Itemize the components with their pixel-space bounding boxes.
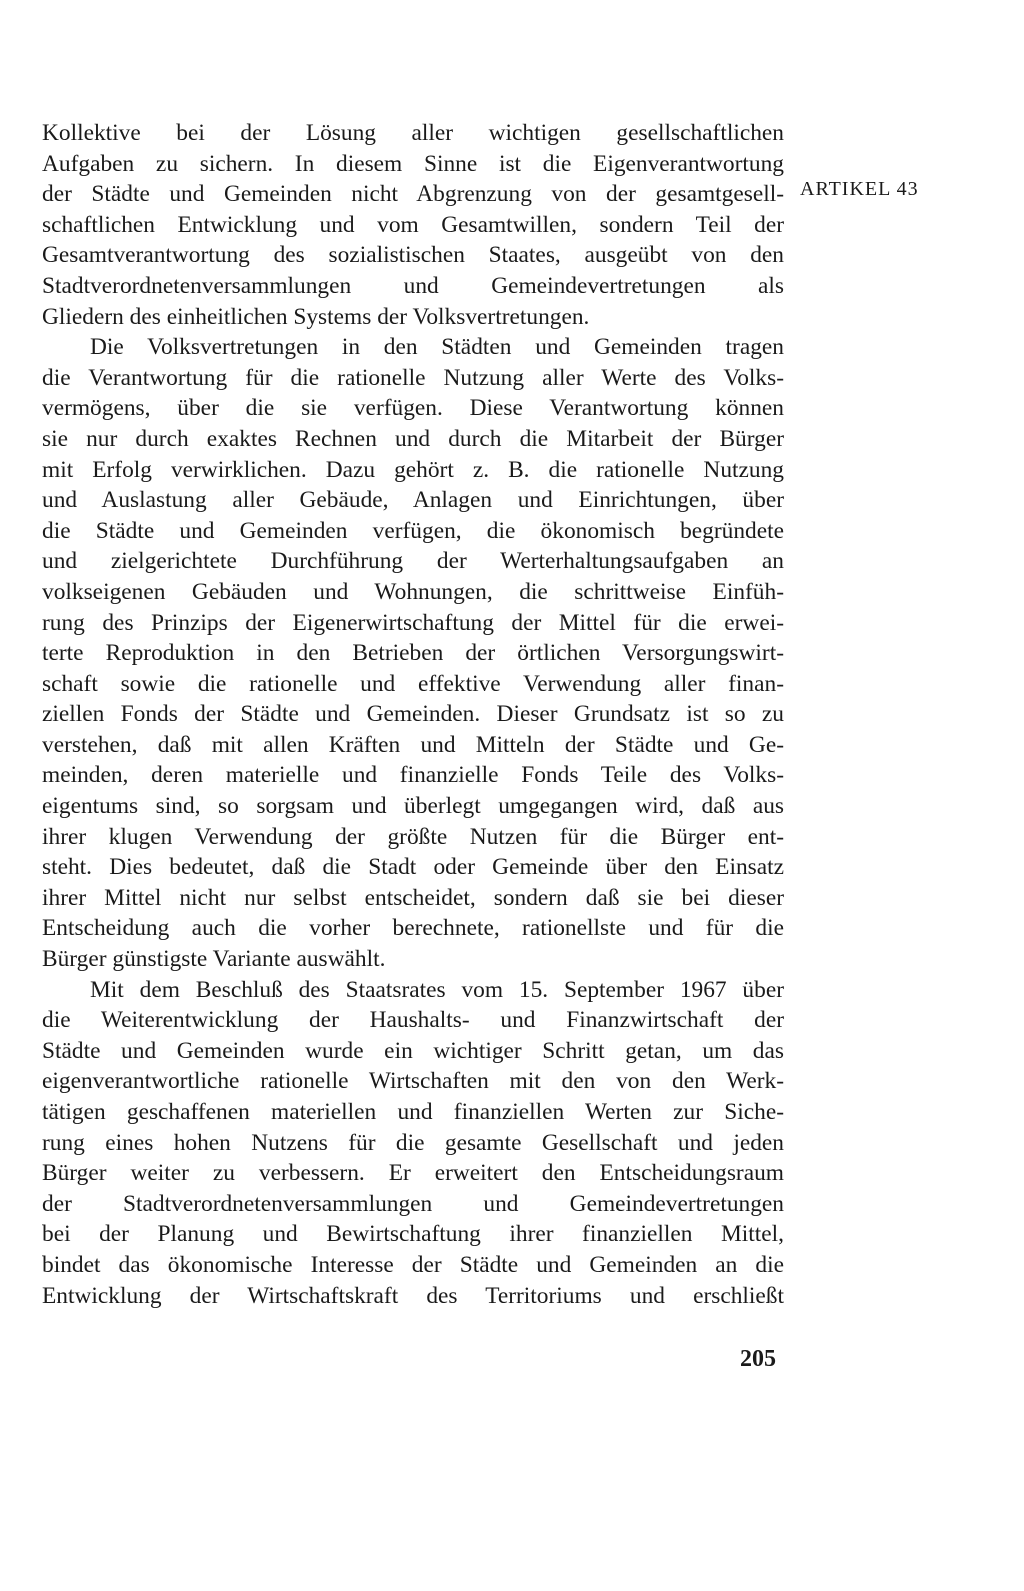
text-line: ziellen Fonds der Städte und Gemeinden. Dieser Grundsatz ist so zu [42, 701, 784, 728]
text-line: Entscheidung auch die vorher berechnete, rationellste und für die [42, 915, 784, 942]
text-line: Städte und Gemeinden wurde ein wichtiger Schritt getan, um das [42, 1037, 784, 1064]
page-number: 205 [740, 1346, 776, 1372]
text-line: Entwicklung der Wirtschaftskraft des Territoriums und erschließt [42, 1282, 784, 1309]
margin-note-article: ARTIKEL 43 [800, 178, 919, 200]
text-line: rung des Prinzips der Eigenerwirtschaftung der Mittel für die erwei- [42, 609, 784, 636]
text-line: und zielgerichtete Durchführung der Werterhaltungsaufgaben an [42, 548, 784, 575]
text-line: sie nur durch exaktes Rechnen und durch die Mitarbeit der Bürger [42, 425, 784, 452]
text-line: ihrer klugen Verwendung der größte Nutzen für die Bürger ent- [42, 823, 784, 850]
text-line: Bürger weiter zu verbessern. Er erweitert den Entscheidungsraum [42, 1160, 784, 1187]
text-line: vermögens, über die sie verfügen. Diese Verantwortung können [42, 395, 784, 422]
text-line: Bürger günstigste Variante auswählt. [42, 946, 386, 973]
text-line: schaftlichen Entwicklung und vom Gesamtwillen, sondern Teil der [42, 211, 784, 238]
text-line: bindet das ökonomische Interesse der Städte und Gemeinden an die [42, 1251, 784, 1278]
paragraph [42, 332, 784, 974]
text-line: rung eines hohen Nutzens für die gesamte Gesellschaft und jeden [42, 1129, 784, 1156]
text-line: der Stadtverordnetenversammlungen und Gemeindevertretungen [42, 1190, 784, 1217]
text-line: der Städte und Gemeinden nicht Abgrenzung von der gesamtgesell- [42, 181, 784, 208]
text-line: verstehen, daß mit allen Kräften und Mitteln der Städte und Ge- [42, 731, 784, 758]
paragraph [42, 118, 784, 332]
paragraph [42, 975, 784, 1312]
text-line: terte Reproduktion in den Betrieben der örtlichen Versorgungswirt- [42, 640, 784, 667]
text-line: und Auslastung aller Gebäude, Anlagen und Einrichtungen, über [42, 487, 784, 514]
text-line: die Städte und Gemeinden verfügen, die ökonomisch begründete [42, 517, 784, 544]
text-line: schaft sowie die rationelle und effektive Verwendung aller finan- [42, 670, 784, 697]
text-line: mit Erfolg verwirklichen. Dazu gehört z. B. die rationelle Nutzung [42, 456, 784, 483]
text-line: die Weiterentwicklung der Haushalts- und Finanzwirtschaft der [42, 1007, 784, 1034]
text-line: steht. Dies bedeutet, daß die Stadt oder Gemeinde über den Einsatz [42, 854, 784, 881]
text-line: eigenverantwortliche rationelle Wirtschaften mit den von den Werk- [42, 1068, 784, 1095]
text-line: tätigen geschaffenen materiellen und finanziellen Werten zur Siche- [42, 1099, 784, 1125]
text-line: Gliedern des einheitlichen Systems der Volksvertretungen. [42, 303, 590, 330]
text-line: Mit dem Beschluß des Staatsrates vom 15. September 1967 über [90, 976, 784, 1003]
text-line: bei der Planung und Bewirtschaftung ihrer finanziellen Mittel, [42, 1221, 784, 1248]
text-line: Gesamtverantwortung des sozialistischen Staates, ausgeübt von den [42, 242, 784, 269]
text-line: Aufgaben zu sichern. In diesem Sinne ist die Eigenverantwortung [42, 150, 784, 177]
text-line: volkseigenen Gebäuden und Wohnungen, die schrittweise Einfüh- [42, 578, 784, 605]
body-text [42, 118, 784, 1311]
text-line: Kollektive bei der Lösung aller wichtigen gesellschaftlichen [42, 120, 784, 146]
text-line: eigentums sind, so sorgsam und überlegt umgegangen wird, daß aus [42, 793, 784, 820]
text-line: Die Volksvertretungen in den Städten und Gemeinden tragen [90, 334, 784, 361]
text-line: ihrer Mittel nicht nur selbst entscheidet, sondern daß sie bei dieser [42, 884, 784, 911]
text-line: Stadtverordnetenversammlungen und Gemeindevertretungen als [42, 272, 784, 299]
text-line: meinden, deren materielle und finanzielle Fonds Teile des Volks- [42, 762, 784, 789]
text-line: die Verantwortung für die rationelle Nutzung aller Werte des Volks- [42, 364, 784, 391]
